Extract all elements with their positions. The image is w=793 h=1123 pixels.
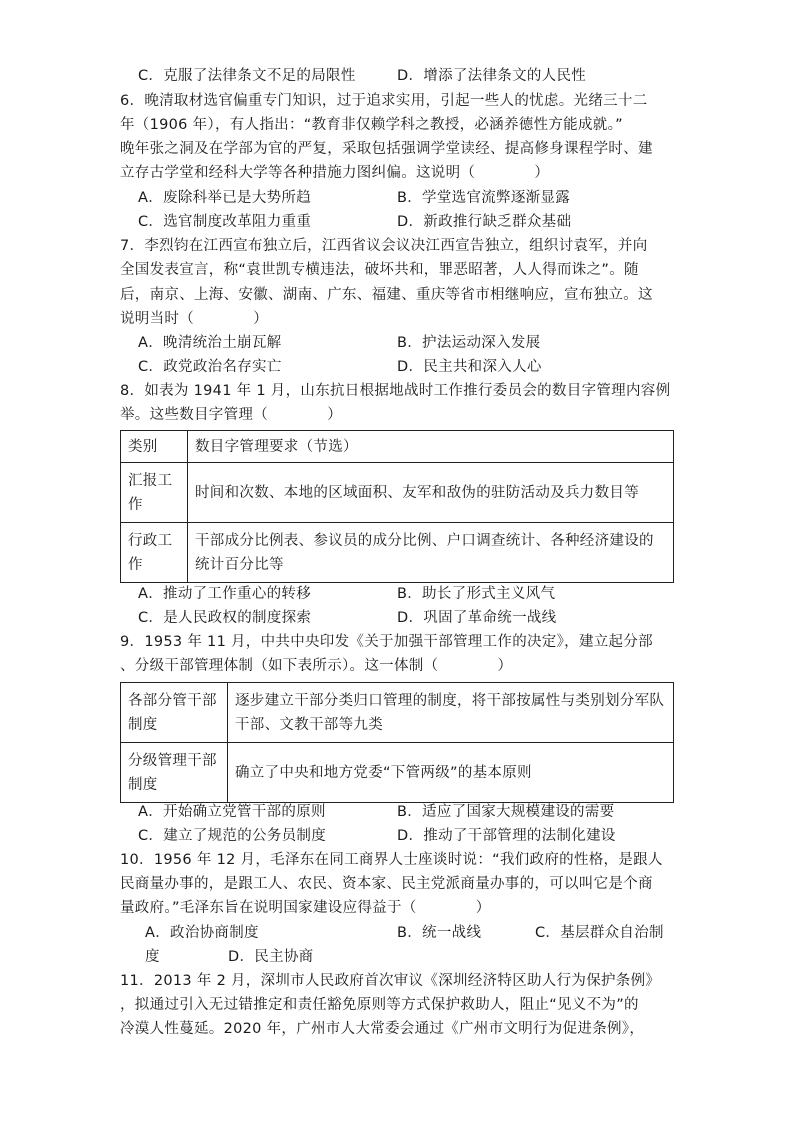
table-row	[121, 523, 674, 583]
q10-option-c: C．基层群众自治制	[535, 925, 664, 941]
q6-option-a: A．废除科举已是大势所趋	[138, 190, 312, 206]
q10-stem-line-1: 10．1956 年 12 月，毛泽东在同工商界人士座谈时说：“我们政府的性格，是跟人	[120, 852, 663, 868]
q8-row2-content: 干部成分比例表、参议员的成分比例、户口调查统计、各种经济建设的统计百分比等	[188, 523, 674, 583]
q6-option-c: C．选官制度改革阻力重重	[138, 214, 312, 230]
q10-option-b: B．统一战线	[397, 925, 482, 941]
q6-option-b: B．学堂选官流弊逐渐显露	[397, 190, 571, 206]
q7-option-b: B．护法运动深入发展	[397, 335, 541, 351]
q9-option-c: C．建立了规范的公务员制度	[138, 828, 327, 844]
q5-option-d: D．增添了法律条文的人民性	[397, 68, 587, 84]
q8-row2-category: 行政工作	[121, 523, 188, 583]
q8-stem-line-2: 举。这些数目字管理（ ）	[120, 407, 342, 423]
q7-option-d: D．民主共和深入人心	[397, 359, 542, 375]
q11-stem-line-3: 冷漠人性蔓延。2020 年，广州市人大常委会通过《广州市文明行为促进条例》，	[120, 1021, 645, 1037]
q11-stem-line-1: 11．2013 年 2 月，深圳市人民政府首次审议《深圳经济特区助人行为保护条例》	[120, 973, 661, 989]
q7-stem-line-4: 说明当时（ ）	[120, 311, 268, 327]
q8-option-a: A．推动了工作重心的转移	[138, 586, 312, 602]
q9-row1-category: 各部分管干部制度	[121, 683, 228, 743]
q8-table-header-row	[121, 431, 674, 463]
q9-row2-category: 分级管理干部制度	[121, 743, 228, 803]
q7-option-a: A．晚清统治土崩瓦解	[138, 335, 282, 351]
q8-stem-line-1: 8．如表为 1941 年 1 月，山东抗日根据地战时工作推行委员会的数目字管理内容例	[120, 383, 671, 399]
q8-row1-content: 时间和次数、本地的区域面积、友军和敌伪的驻防活动及兵力数目等	[188, 463, 674, 523]
q7-stem-line-2: 全国发表宣言，称“袁世凯专横违法，破坏共和，罪恶昭著，人人得而诛之”。随	[120, 262, 639, 278]
q9-table	[120, 682, 674, 803]
q8-table	[120, 430, 674, 583]
q9-option-d: D．推动了干部管理的法制化建设	[397, 828, 616, 844]
q9-stem-line-2: 、分级干部管理体制（如下表所示）。这一体制（ ）	[120, 658, 513, 674]
table-row	[121, 683, 674, 743]
q10-option-c-continued: 度	[145, 949, 160, 965]
q10-stem-line-3: 量政府。”毛泽东旨在说明国家建设应得益于（ ）	[120, 900, 491, 916]
q6-stem-line-3: 晚年张之洞及在学部为官的严复，采取包括强调学堂读经、提高修身课程学时、建	[120, 141, 653, 157]
q8-option-c: C．是人民政权的制度探索	[138, 610, 312, 626]
table-row	[121, 743, 674, 803]
q11-stem-line-2: ，拟通过引入无过错推定和责任豁免原则等方式保护救助人，阻止“见义不为”的	[120, 997, 639, 1013]
q7-stem-line-1: 7．李烈钧在江西宣布独立后，江西省议会议决江西宣告独立，组织讨袁军，并向	[120, 238, 648, 254]
q8-option-b: B．助长了形式主义风气	[397, 586, 556, 602]
q7-option-c: C．政党政治名存实亡	[138, 359, 282, 375]
q6-stem-line-2: 年（1906 年），有人指出：“教育非仅赖学科之教授，必涵养德性方能成就。”	[120, 117, 623, 133]
q9-row1-content: 逐步建立干部分类归口管理的制度，将干部按属性与类别划分军队干部、文教干部等九类	[228, 683, 674, 743]
q9-row2-content: 确立了中央和地方党委“下管两级”的基本原则	[228, 743, 674, 803]
q8-option-d: D．巩固了革命统一战线	[397, 610, 557, 626]
q6-stem-line-1: 6．晚清取材选官偏重专门知识，过于追求实用，引起一些人的忧虑。光绪三十二	[120, 93, 648, 109]
q8-header-requirement: 数目字管理要求（节选）	[188, 431, 674, 463]
q9-stem-line-1: 9．1953 年 11 月，中共中央印发《关于加强干部管理工作的决定》，建立起分部	[120, 634, 653, 650]
q6-option-d: D．新政推行缺乏群众基础	[397, 214, 572, 230]
q9-option-a: A．开始确立党管干部的原则	[138, 804, 326, 820]
q10-option-d: D．民主协商	[228, 949, 314, 965]
q6-stem-line-4: 立存古学堂和经科大学等各种措施力图纠偏。这说明（ ）	[120, 165, 550, 181]
q8-row1-category: 汇报工作	[121, 463, 188, 523]
q10-option-a: A．政治协商制度	[145, 925, 259, 941]
q10-stem-line-2: 民商量办事的，是跟工人、农民、资本家、民主党派商量办事的，可以叫它是个商	[120, 876, 653, 892]
table-row	[121, 463, 674, 523]
q7-stem-line-3: 后，南京、上海、安徽、湖南、广东、福建、重庆等省市相继响应，宣布独立。这	[120, 287, 653, 303]
q8-header-category: 类别	[121, 431, 188, 463]
q9-option-b: B．适应了国家大规模建设的需要	[397, 804, 615, 820]
q5-option-c: C．克服了法律条文不足的局限性	[138, 68, 356, 84]
